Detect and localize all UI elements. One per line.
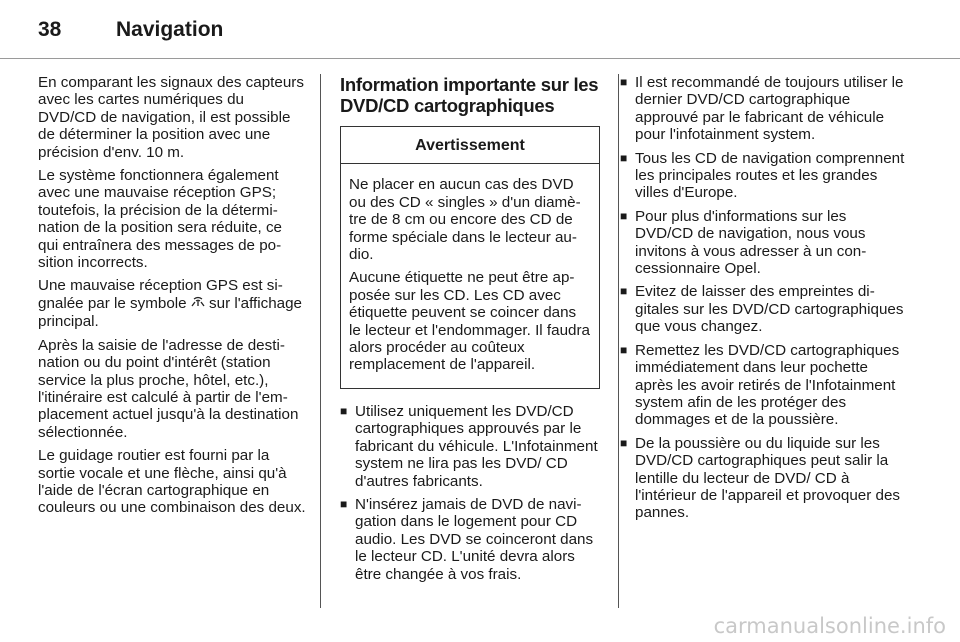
warning-body: [341, 164, 599, 387]
list-item-text: Evitez de laisser des empreintes digitales sur les DVD/CD cartographiques que vous changez.: [635, 283, 904, 336]
bullet-icon: ■: [340, 496, 348, 511]
list-item: [620, 74, 905, 144]
list-item-text: Remettez les DVD/CD cartographiques immédiatement dans leur pochette après les avoir retirés de l'Infotainment system afin de les protéger des dommages et de la poussière.: [635, 341, 900, 429]
bullet-icon: ■: [620, 150, 628, 165]
warning-paragraph: Aucune étiquette ne peut être apposée sur les CD. Les CD avec étiquette peuvent se coincer dans le lecteur et l'endommager. Il faudra alors procéder au coûteux remplacement de l'appareil.: [349, 269, 590, 374]
list-item: [340, 403, 602, 490]
bullet-list: [340, 403, 602, 583]
paragraph: Après la saisie de l'adresse de destination ou du point d'intérêt (station service la plus proche, hôtel, etc.), l'itinéraire est calculé à partir de l'emplacement actuel jusqu'à la destination sélectionnée.: [38, 336, 299, 441]
warning-box: [340, 126, 600, 389]
column-middle: [340, 74, 602, 589]
column-right: [620, 74, 905, 528]
list-item: [620, 208, 905, 278]
gps-satellite-icon: [191, 296, 205, 313]
paragraph: Le guidage routier est fourni par la sortie vocale et une flèche, ainsi qu'à l'aide de l'écran cartographique en couleurs ou une combinaison des deux.: [38, 447, 306, 517]
list-item: [620, 435, 905, 522]
bullet-icon: ■: [620, 435, 628, 450]
column-left: [38, 74, 306, 523]
list-item-text: Tous les CD de navigation comprennent les principales routes et les grandes villes d'Europe.: [635, 149, 905, 202]
bullet-icon: ■: [620, 208, 628, 223]
subsection-title: Information importante sur les DVD/CD cartographiques: [340, 74, 599, 116]
list-item-text: N'insérez jamais de DVD de navigation dans le logement pour CD audio. Les DVD se coinceront dans le lecteur CD. L'unité devra alors être changée à vos frais.: [355, 495, 594, 583]
bullet-icon: ■: [620, 75, 628, 89]
paragraph-gps: [38, 277, 306, 330]
list-item-text: Il est recommandé de toujours utiliser le dernier DVD/CD cartographique approuvé par le fabricant de véhicule pour l'infotainment system.: [635, 74, 904, 144]
header-divider: [0, 58, 960, 59]
list-item-text: De la poussière ou du liquide sur les DVD/CD cartographiques peut salir la lentille du lecteur de DVD/ CD à l'intérieur de l'appareil et provoquer des pannes.: [635, 434, 900, 522]
paragraph: Le système fonctionnera également avec une mauvaise réception GPS; toutefois, la précision de la détermination de la position sera réduite, ce qui entraînera des messages de position incorrects.: [38, 167, 283, 272]
page-number: 38: [38, 18, 62, 41]
bullet-icon: ■: [620, 284, 628, 299]
column-divider: [618, 74, 619, 608]
list-item: [620, 150, 905, 202]
paragraph: En comparant les signaux des capteurs avec les cartes numériques du DVD/CD de navigation, il est possible de déterminer la position avec une précision d'env. 10 m.: [38, 74, 304, 161]
paragraph-text: Une mauvaise réception GPS est signalée par le symbole: [38, 277, 283, 312]
section-title: Navigation: [116, 18, 224, 41]
list-item: [620, 342, 905, 429]
list-item-text: Utilisez uniquement les DVD/CD cartographiques approuvés par le fabricant du véhicule. L'Infotainment system ne lira pas les DVD/ CD d'autres fabricants.: [355, 402, 598, 490]
page-header: [0, 0, 960, 58]
column-divider: [320, 74, 321, 608]
paragraph-text: sur l'affichage principal.: [38, 294, 303, 331]
list-item: [620, 283, 905, 335]
watermark-text: carmanualsonline.info: [713, 614, 946, 638]
bullet-icon: ■: [340, 403, 348, 418]
warning-title: Avertissement: [341, 127, 599, 164]
list-item-text: Pour plus d'informations sur les DVD/CD de navigation, nous vous invitons à vous adresser à un concessionnaire Opel.: [635, 207, 867, 278]
warning-paragraph: Ne placer en aucun cas des DVD ou des CD « singles » d'un diamètre de 8 cm ou encore des CD de forme spéciale dans le lecteur audio.: [349, 176, 581, 264]
bullet-icon: ■: [620, 342, 628, 357]
bullet-list: [620, 74, 905, 522]
list-item: [340, 496, 602, 583]
